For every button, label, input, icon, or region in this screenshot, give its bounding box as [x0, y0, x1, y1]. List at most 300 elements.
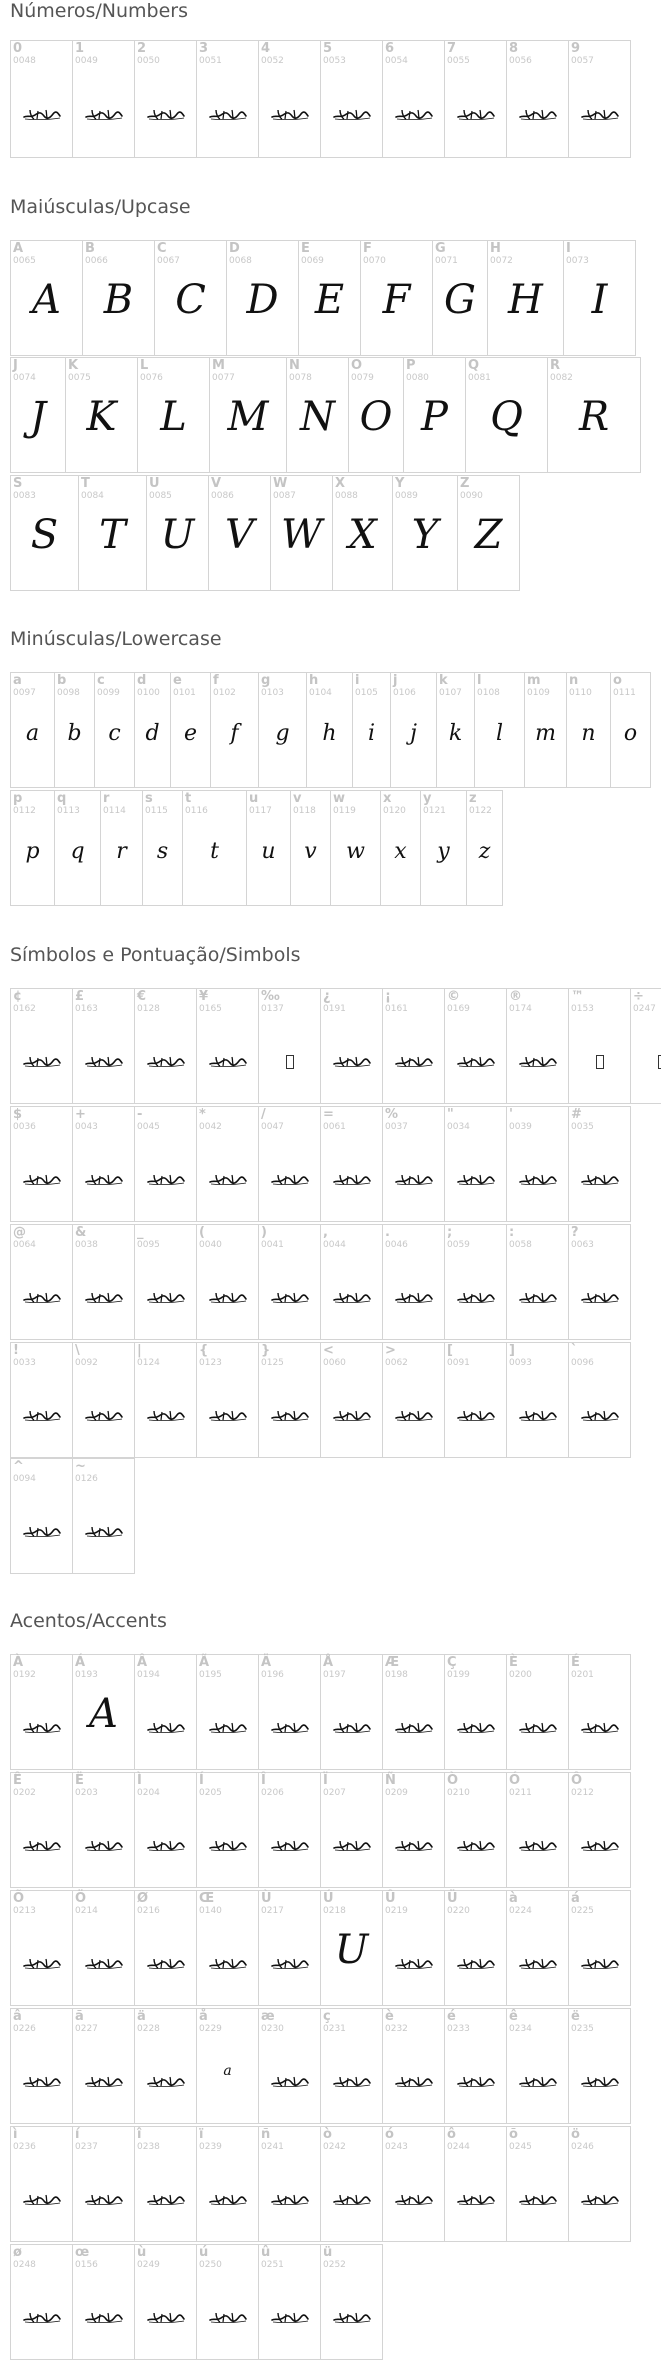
glyph-cell — [258, 672, 307, 788]
missing-glyph-placeholder-logo — [22, 1171, 62, 1187]
glyph-code-label: 0169 — [447, 1004, 470, 1014]
glyph-code-label: 0067 — [157, 256, 180, 266]
glyph-character-label: # — [571, 1108, 582, 1122]
glyph-code-label: 0224 — [509, 1906, 532, 1916]
glyph-sample: Z — [458, 512, 519, 558]
glyph-cell — [382, 2008, 445, 2124]
glyph-cell — [270, 475, 333, 591]
glyph-code-label: 0092 — [75, 1358, 98, 1368]
missing-glyph-placeholder-logo — [580, 2073, 620, 2089]
glyph-code-label: 0117 — [249, 806, 272, 816]
glyph-cell — [568, 988, 631, 1104]
glyph-character-label: ï — [199, 2128, 203, 2142]
glyph-code-label: 0057 — [571, 56, 594, 66]
glyph-code-label: 0200 — [509, 1670, 532, 1680]
glyph-code-label: 0250 — [199, 2260, 222, 2270]
glyph-cell — [444, 2008, 507, 2124]
glyph-code-label: 0174 — [509, 1004, 532, 1014]
missing-glyph-placeholder-logo — [22, 2191, 62, 2207]
glyph-sample: k — [437, 721, 474, 746]
glyph-character-label: ! — [13, 1344, 19, 1358]
glyph-sample: S — [11, 512, 78, 558]
missing-glyph-placeholder-logo — [332, 1171, 372, 1187]
glyph-cell — [208, 475, 271, 591]
glyph-cell — [196, 40, 259, 158]
glyph-cell — [382, 1106, 445, 1222]
glyph-character-label: 1 — [75, 42, 84, 56]
glyph-cell — [290, 790, 331, 906]
glyph-code-label: 0058 — [509, 1240, 532, 1250]
glyph-cell — [258, 40, 321, 158]
glyph-code-label: 0074 — [13, 373, 36, 383]
glyph-cell — [382, 1654, 445, 1770]
glyph-character-label: Ú — [323, 1892, 334, 1906]
glyph-character-label: + — [75, 1108, 86, 1122]
glyph-code-label: 0102 — [213, 688, 236, 698]
glyph-character-label: É — [571, 1656, 580, 1670]
glyph-cell — [630, 988, 661, 1104]
glyph-cell — [444, 1654, 507, 1770]
glyph-code-label: 0161 — [385, 1004, 408, 1014]
glyph-cell — [506, 40, 569, 158]
glyph-code-label: 0106 — [393, 688, 416, 698]
glyph-cell — [134, 672, 171, 788]
glyph-code-label: 0110 — [569, 688, 592, 698]
glyph-cell — [54, 790, 101, 906]
glyph-code-label: 0068 — [229, 256, 252, 266]
missing-glyph-placeholder-logo — [394, 1719, 434, 1735]
glyph-sample: A — [11, 277, 82, 323]
glyph-code-label: 0115 — [145, 806, 168, 816]
glyph-sample: w — [331, 839, 380, 864]
glyph-cell — [72, 2126, 135, 2242]
glyph-cell — [444, 1890, 507, 2006]
glyph-code-label: 0107 — [439, 688, 462, 698]
glyph-sample: U — [147, 512, 208, 558]
glyph-character-label: y — [423, 792, 431, 806]
glyph-character-label: 6 — [385, 42, 394, 56]
glyph-code-label: 0043 — [75, 1122, 98, 1132]
glyph-character-label: D — [229, 242, 240, 256]
glyph-character-label: Î — [261, 1774, 266, 1788]
glyph-character-label: å — [199, 2010, 208, 2024]
glyph-character-label: > — [385, 1344, 396, 1358]
glyph-cell — [154, 240, 227, 356]
glyph-cell — [258, 1342, 321, 1458]
glyph-sample: a — [11, 721, 54, 746]
glyph-cell — [320, 40, 383, 158]
glyph-character-label: " — [447, 1108, 454, 1122]
glyph-character-label: . — [385, 1226, 390, 1240]
missing-glyph-placeholder-logo — [394, 2073, 434, 2089]
glyph-sample: d — [135, 721, 170, 746]
glyph-character-label: - — [137, 1108, 142, 1122]
glyph-cell — [568, 2008, 631, 2124]
glyph-code-label: 0235 — [571, 2024, 594, 2034]
glyph-character-label: ™ — [571, 990, 584, 1004]
glyph-cell — [258, 2008, 321, 2124]
glyph-character-label: Ù — [261, 1892, 272, 1906]
missing-glyph-placeholder-logo — [22, 1407, 62, 1423]
glyph-code-label: 0137 — [261, 1004, 284, 1014]
missing-glyph-placeholder-logo — [146, 1053, 186, 1069]
glyph-sample: a — [197, 2063, 258, 2079]
glyph-code-label: 0193 — [75, 1670, 98, 1680]
missing-glyph-placeholder-logo — [208, 2309, 248, 2325]
glyph-sample: c — [95, 721, 134, 746]
glyph-character-label: G — [435, 242, 446, 256]
glyph-sample: x — [381, 839, 420, 864]
glyph-character-label: M — [212, 359, 225, 373]
glyph-character-label: Ò — [447, 1774, 458, 1788]
glyph-code-label: 0114 — [103, 806, 126, 816]
glyph-code-label: 0086 — [211, 491, 234, 501]
missing-glyph-placeholder-logo — [208, 1837, 248, 1853]
glyph-code-label: 0249 — [137, 2260, 160, 2270]
glyph-character-label: Ç — [447, 1656, 457, 1670]
glyph-sample: C — [155, 277, 226, 323]
glyph-character-label: E — [301, 242, 310, 256]
glyph-character-label: ¥ — [199, 990, 208, 1004]
missing-glyph-placeholder-logo — [456, 1171, 496, 1187]
glyph-sample: I — [564, 277, 635, 323]
missing-glyph-placeholder-logo — [208, 106, 248, 122]
missing-glyph-placeholder-logo — [270, 1955, 310, 1971]
glyph-character-label: p — [13, 792, 22, 806]
glyph-cell — [134, 1890, 197, 2006]
glyph-cell — [320, 2244, 383, 2360]
glyph-character-label: J — [13, 359, 18, 373]
glyph-code-label: 0096 — [571, 1358, 594, 1368]
glyph-cell — [320, 1106, 383, 1222]
missing-glyph-placeholder-logo — [208, 1719, 248, 1735]
glyph-code-label: 0041 — [261, 1240, 284, 1250]
glyph-cell — [196, 1654, 259, 1770]
missing-glyph-placeholder-logo — [394, 1171, 434, 1187]
glyph-code-label: 0202 — [13, 1788, 36, 1798]
glyph-code-label: 0039 — [509, 1122, 532, 1132]
glyph-code-label: 0063 — [571, 1240, 594, 1250]
missing-glyph-placeholder-logo — [394, 1407, 434, 1423]
glyph-code-label: 0089 — [395, 491, 418, 501]
glyph-sample: U — [321, 1927, 382, 1973]
glyph-code-label: 0044 — [323, 1240, 346, 1250]
glyph-sample: P — [404, 394, 465, 440]
glyph-character-label: ã — [75, 2010, 84, 2024]
glyph-character-label: 4 — [261, 42, 270, 56]
glyph-code-label: 0072 — [490, 256, 513, 266]
missing-glyph-placeholder-logo — [270, 106, 310, 122]
glyph-code-label: 0234 — [509, 2024, 532, 2034]
missing-glyph-placeholder-logo — [332, 1289, 372, 1305]
glyph-character-label: g — [261, 674, 270, 688]
glyph-cell — [134, 1224, 197, 1340]
glyph-code-label: 0076 — [140, 373, 163, 383]
glyph-cell — [72, 1890, 135, 2006]
missing-glyph-placeholder-logo — [208, 1053, 248, 1069]
glyph-character-label: ñ — [261, 2128, 270, 2142]
missing-glyph-placeholder-logo — [456, 106, 496, 122]
missing-glyph-placeholder-logo — [518, 106, 558, 122]
glyph-sample: G — [433, 277, 487, 323]
glyph-character-label: ò — [323, 2128, 332, 2142]
glyph-character-label: & — [75, 1226, 86, 1240]
glyph-character-label: ê — [509, 2010, 518, 2024]
glyph-code-label: 0109 — [527, 688, 550, 698]
section-title: Símbolos e Pontuação/Simbols — [10, 944, 301, 966]
glyph-sample: N — [287, 394, 348, 440]
missing-glyph-placeholder-logo — [394, 2191, 434, 2207]
glyph-cell — [286, 357, 349, 473]
glyph-cell — [72, 1106, 135, 1222]
glyph-cell — [568, 1772, 631, 1888]
missing-glyph-placeholder-logo — [22, 1719, 62, 1735]
missing-glyph-placeholder-logo — [270, 2191, 310, 2207]
glyph-cell — [10, 475, 79, 591]
glyph-character-label: { — [199, 1344, 208, 1358]
glyph-character-label: û — [261, 2246, 270, 2260]
glyph-sample: z — [467, 839, 502, 864]
missing-glyph-placeholder-logo — [84, 1171, 124, 1187]
glyph-character-label: ^ — [13, 1460, 24, 1474]
glyph-cell — [380, 790, 421, 906]
glyph-cell — [306, 672, 353, 788]
glyph-code-label: 0140 — [199, 1906, 222, 1916]
glyph-cell — [258, 1654, 321, 1770]
glyph-sample: t — [183, 839, 246, 864]
glyph-code-label: 0055 — [447, 56, 470, 66]
glyph-code-label: 0128 — [137, 1004, 160, 1014]
missing-glyph-placeholder-logo — [456, 1053, 496, 1069]
glyph-cell — [10, 1772, 73, 1888]
section-title: Maiúsculas/Upcase — [10, 196, 191, 218]
glyph-code-label: 0239 — [199, 2142, 222, 2152]
missing-glyph-placeholder-logo — [580, 1955, 620, 1971]
glyph-character-label: à — [509, 1892, 518, 1906]
glyph-code-label: 0040 — [199, 1240, 222, 1250]
glyph-character-label: Ä — [261, 1656, 271, 1670]
glyph-cell — [210, 672, 259, 788]
glyph-character-label: ? — [571, 1226, 579, 1240]
glyph-code-label: 0116 — [185, 806, 208, 816]
glyph-sample: l — [475, 721, 524, 746]
glyph-code-label: 0165 — [199, 1004, 222, 1014]
glyph-character-label: b — [57, 674, 66, 688]
missing-glyph-placeholder-logo — [84, 106, 124, 122]
glyph-character-label: Á — [75, 1656, 85, 1670]
glyph-character-label: ( — [199, 1226, 205, 1240]
glyph-character-label: Ô — [571, 1774, 582, 1788]
glyph-code-label: 0046 — [385, 1240, 408, 1250]
glyph-sample: i — [353, 721, 390, 746]
glyph-sample: s — [143, 839, 182, 864]
missing-glyph-placeholder-logo — [456, 2191, 496, 2207]
glyph-cell — [10, 2008, 73, 2124]
glyph-character-label: Q — [468, 359, 479, 373]
glyph-code-label: 0090 — [460, 491, 483, 501]
missing-glyph-placeholder-logo — [208, 1955, 248, 1971]
glyph-code-label: 0042 — [199, 1122, 222, 1132]
glyph-cell — [170, 672, 211, 788]
missing-glyph-placeholder-logo — [518, 1407, 558, 1423]
glyph-cell — [610, 672, 651, 788]
missing-glyph-placeholder-logo — [456, 2073, 496, 2089]
glyph-character-label: 9 — [571, 42, 580, 56]
glyph-character-label: Ø — [137, 1892, 148, 1906]
glyph-cell — [10, 1224, 73, 1340]
glyph-code-label: 0122 — [469, 806, 492, 816]
glyph-sample: A — [73, 1691, 134, 1737]
glyph-character-label: ù — [137, 2246, 146, 2260]
missing-glyph-placeholder-logo — [394, 1837, 434, 1853]
glyph-sample: M — [210, 394, 286, 440]
missing-glyph-placeholder-logo — [270, 1837, 310, 1853]
glyph-code-label: 0119 — [333, 806, 356, 816]
glyph-cell — [568, 1106, 631, 1222]
missing-glyph-placeholder-logo — [580, 2191, 620, 2207]
glyph-character-label: L — [140, 359, 148, 373]
glyph-character-label: Ï — [323, 1774, 328, 1788]
glyph-code-label: 0217 — [261, 1906, 284, 1916]
missing-glyph-placeholder-logo — [270, 1407, 310, 1423]
glyph-cell — [72, 2008, 135, 2124]
glyph-cell — [390, 672, 437, 788]
glyph-code-label: 0232 — [385, 2024, 408, 2034]
glyph-cell — [382, 1890, 445, 2006]
missing-glyph-placeholder-logo — [146, 1171, 186, 1187]
glyph-character-label: V — [211, 477, 221, 491]
glyph-cell — [196, 2244, 259, 2360]
missing-glyph-placeholder-logo — [518, 1053, 558, 1069]
missing-glyph-placeholder-logo — [456, 1289, 496, 1305]
glyph-character-label: Â — [137, 1656, 147, 1670]
glyph-sample: W — [271, 512, 332, 558]
missing-glyph-placeholder-logo — [146, 2309, 186, 2325]
glyph-code-label: 0207 — [323, 1788, 346, 1798]
glyph-cell — [444, 1106, 507, 1222]
glyph-cell — [10, 1106, 73, 1222]
glyph-code-label: 0083 — [13, 491, 36, 501]
missing-glyph-placeholder-logo — [146, 2191, 186, 2207]
glyph-cell — [382, 988, 445, 1104]
glyph-code-label: 0071 — [435, 256, 458, 266]
glyph-character-label: Ö — [75, 1892, 86, 1906]
glyph-character-label: © — [447, 990, 460, 1004]
missing-glyph-placeholder-logo — [394, 1955, 434, 1971]
glyph-character-label: ú — [199, 2246, 208, 2260]
glyph-code-label: 0099 — [97, 688, 120, 698]
glyph-code-label: 0163 — [75, 1004, 98, 1014]
missing-glyph-placeholder-logo — [270, 1289, 310, 1305]
glyph-character-label: v — [293, 792, 301, 806]
glyph-code-label: 0105 — [355, 688, 378, 698]
glyph-character-label: Z — [460, 477, 469, 491]
glyph-cell — [134, 988, 197, 1104]
glyph-code-label: 0209 — [385, 1788, 408, 1798]
missing-glyph-placeholder-logo — [22, 106, 62, 122]
glyph-character-label: P — [406, 359, 416, 373]
glyph-cell — [10, 988, 73, 1104]
glyph-code-label: 0194 — [137, 1670, 160, 1680]
missing-glyph-placeholder-logo — [22, 1053, 62, 1069]
glyph-character-label: ) — [261, 1226, 267, 1240]
missing-glyph-placeholder-logo — [146, 1289, 186, 1305]
missing-glyph-placeholder-logo — [332, 1719, 372, 1735]
glyph-cell — [134, 1106, 197, 1222]
glyph-character-label: ü — [323, 2246, 332, 2260]
glyph-code-label: 0210 — [447, 1788, 470, 1798]
glyph-character-label: Ã — [199, 1656, 209, 1670]
glyph-code-label: 0112 — [13, 806, 36, 816]
glyph-character-label: B — [85, 242, 95, 256]
glyph-sample: E — [299, 277, 360, 323]
glyph-character-label: ® — [509, 990, 522, 1004]
glyph-cell — [94, 672, 135, 788]
glyph-code-label: 0085 — [149, 491, 172, 501]
glyph-cell — [10, 1654, 73, 1770]
glyph-cell — [487, 240, 564, 356]
glyph-code-label: 0037 — [385, 1122, 408, 1132]
glyph-character-label: Í — [199, 1774, 204, 1788]
glyph-code-label: 0111 — [613, 688, 636, 698]
glyph-character-label: ì — [13, 2128, 17, 2142]
glyph-cell — [100, 790, 143, 906]
glyph-cell — [330, 790, 381, 906]
glyph-cell — [134, 40, 197, 158]
glyph-code-label: 0247 — [633, 1004, 656, 1014]
glyph-code-label: 0226 — [13, 2024, 36, 2034]
missing-glyph-placeholder-logo — [580, 1719, 620, 1735]
missing-glyph-placeholder-logo — [84, 2073, 124, 2089]
glyph-cell — [320, 2126, 383, 2242]
glyph-character-label: ç — [323, 2010, 331, 2024]
glyph-character-label: Ñ — [385, 1774, 396, 1788]
missing-glyph-placeholder-logo — [146, 1407, 186, 1423]
glyph-code-label: 0069 — [301, 256, 324, 266]
glyph-cell — [196, 1772, 259, 1888]
glyph-sample: F — [361, 277, 432, 323]
glyph-code-label: 0049 — [75, 56, 98, 66]
missing-glyph-placeholder-logo — [84, 2191, 124, 2207]
missing-glyph-placeholder-logo — [22, 1955, 62, 1971]
glyph-character-label: H — [490, 242, 501, 256]
missing-glyph-placeholder-logo — [146, 2073, 186, 2089]
glyph-cell — [568, 40, 631, 158]
glyph-code-label: 0125 — [261, 1358, 284, 1368]
glyph-cell — [436, 672, 475, 788]
glyph-cell — [420, 790, 467, 906]
notdef-box-glyph — [596, 1055, 604, 1069]
glyph-sample: R — [548, 394, 640, 440]
glyph-code-label: 0220 — [447, 1906, 470, 1916]
glyph-character-label: ô — [447, 2128, 456, 2142]
glyph-character-label: i — [355, 674, 359, 688]
missing-glyph-placeholder-logo — [518, 1289, 558, 1305]
glyph-cell — [72, 1342, 135, 1458]
glyph-character-label: ' — [509, 1108, 513, 1122]
glyph-character-label: f — [213, 674, 219, 688]
glyph-code-label: 0244 — [447, 2142, 470, 2152]
glyph-code-label: 0091 — [447, 1358, 470, 1368]
glyph-code-label: 0047 — [261, 1122, 284, 1132]
glyph-character-label: k — [439, 674, 448, 688]
glyph-code-label: 0104 — [309, 688, 332, 698]
glyph-cell — [348, 357, 404, 473]
glyph-character-label: j — [393, 674, 397, 688]
glyph-code-label: 0203 — [75, 1788, 98, 1798]
glyph-sample: m — [525, 721, 566, 746]
glyph-character-label: £ — [75, 990, 84, 1004]
